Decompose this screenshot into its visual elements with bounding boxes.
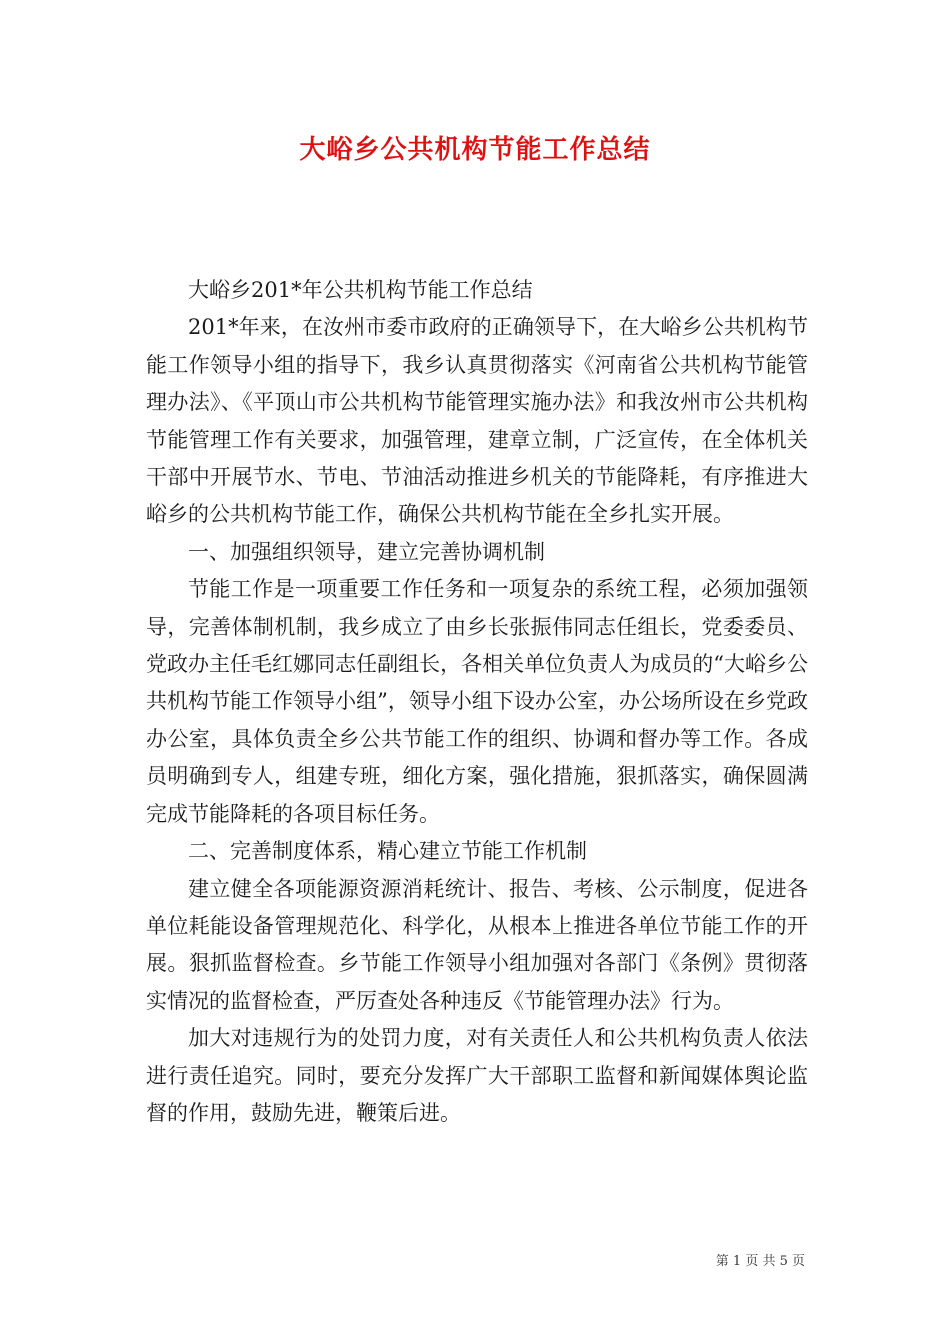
- paragraph-section-2: 建立健全各项能源资源消耗统计、报告、考核、公示制度，促进各单位耗能设备管理规范化、科学化，从根本上推进各单位节能工作的开展。狠抓监督检查。乡节能工作领导小组加强对各部门《条例》贯彻落实情况的监督检查，严厉查处各种违反《节能管理办法》行为。: [146, 876, 808, 1013]
- section-heading-1: 一、加强组织领导，建立完善协调机制: [188, 539, 545, 564]
- paragraph-intro: 201*年来，在汝州市委市政府的正确领导下，在大峪乡公共机构节能工作领导小组的指导下，我乡认真贯彻落实《河南省公共机构节能管理办法》、《平顶山市公共机构节能管理实施办法》和我汝州市公共机构节能管理工作有关要求，加强管理，建章立制，广泛宣传，在全体机关干部中开展节水、节电、节油活动推进乡机关的节能降耗，有序推进大峪乡的公共机构节能工作，确保公共机构节能在全乡扎实开展。: [146, 315, 808, 527]
- document-body: [146, 272, 808, 1132]
- page-number: 第 1 页 共 5 页: [715, 1254, 805, 1269]
- paragraph-subtitle: 大峪乡201*年公共机构节能工作总结: [188, 278, 533, 302]
- section-heading-2: 二、完善制度体系，精心建立节能工作机制: [188, 839, 587, 864]
- paragraph-section-2b: 加大对违规行为的处罚力度，对有关责任人和公共机构负责人依法进行责任追究。同时，要充分发挥广大干部职工监督和新闻媒体舆论监督的作用，鼓励先进，鞭策后进。: [146, 1026, 808, 1125]
- document-title: 大峪乡公共机构节能工作总结: [299, 135, 651, 165]
- paragraph-section-1: 节能工作是一项重要工作任务和一项复杂的系统工程，必须加强领导，完善体制机制，我乡成立了由乡长张振伟同志任组长，党委委员、党政办主任毛红娜同志任副组长，各相关单位负责人为成员的“大峪乡公共机构节能工作领导小组”，领导小组下设办公室，办公场所设在乡党政办公室，具体负责全乡公共节能工作的组织、协调和督办等工作。各成员明确到专人，组建专班，细化方案，强化措施，狠抓落实，确保圆满完成节能降耗的各项目标任务。: [146, 577, 808, 826]
